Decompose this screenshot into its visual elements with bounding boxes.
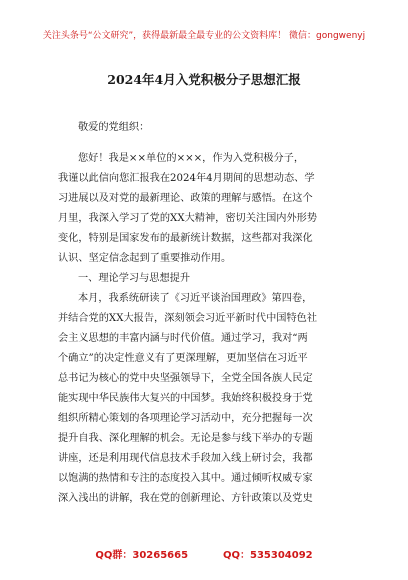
body-line: 总书记为核心的党中央坚强领导下，全党全国各族人民定 (58, 373, 313, 384)
body-line: 变化，特别是国家发布的最新统计数据，这些都对我深化 (58, 233, 313, 244)
body-line: 组织所精心策划的各项理论学习活动中，充分把握每一次 (58, 413, 313, 424)
top-banner: 关注头条号“公文研究”，获得最新最全最专业的公文资料库！ 微信：gongwenyj (42, 31, 366, 41)
paragraph-lines (58, 149, 358, 509)
body-line: 习进展以及对党的最新理论、政策的理解与感悟。在这个 (58, 193, 313, 204)
document-title: 2024年4月入党积极分子思想汇报 (107, 72, 301, 87)
body-line: 会主义思想的丰富内涵与时代价值。通过学习，我对“两 (58, 333, 308, 344)
footer-qq: QQ：535304092 (223, 550, 313, 561)
body-line: 个确立”的决定性意义有了更深理解，更加坚信在习近平 (58, 353, 308, 364)
body-line: 并结合党的XX大报告，深刻领会习近平新时代中国特色社 (58, 313, 318, 324)
body-line: 一、理论学习与思想提升 (78, 273, 191, 284)
salutation: 敬爱的党组织： (78, 122, 150, 133)
document-body (58, 118, 358, 509)
body-line: 讲座，还是利用现代信息技术手段加入线上研讨会，我都 (58, 453, 313, 464)
body-line: 我谨以此信向您汇报我在2024年4月期间的思想动态、学 (58, 173, 315, 184)
body-line: 本月，我系统研读了《习近平谈治国理政》第四卷， (78, 293, 313, 304)
body-line: 提升自我、深化理解的机会。无论是参与线下举办的专题 (58, 433, 313, 444)
footer-contact (0, 546, 408, 561)
body-line: 您好！我是××单位的×××，作为入党积极分子， (78, 153, 305, 164)
body-line: 能实现中华民族伟大复兴的中国梦。我始终积极投身于党 (58, 393, 313, 404)
body-line: 认识、坚定信念起到了重要推动作用。 (58, 253, 232, 264)
body-line: 深入浅出的讲解，我在党的创新理论、方针政策以及党史 (58, 493, 313, 504)
footer-qq-group: QQ群：30265665 (95, 550, 189, 561)
body-line: 月里，我深入学习了党的XX大精神，密切关注国内外形势 (58, 213, 318, 224)
body-line: 以饱满的热情和专注的态度投入其中。通过倾听权威专家 (58, 473, 313, 484)
